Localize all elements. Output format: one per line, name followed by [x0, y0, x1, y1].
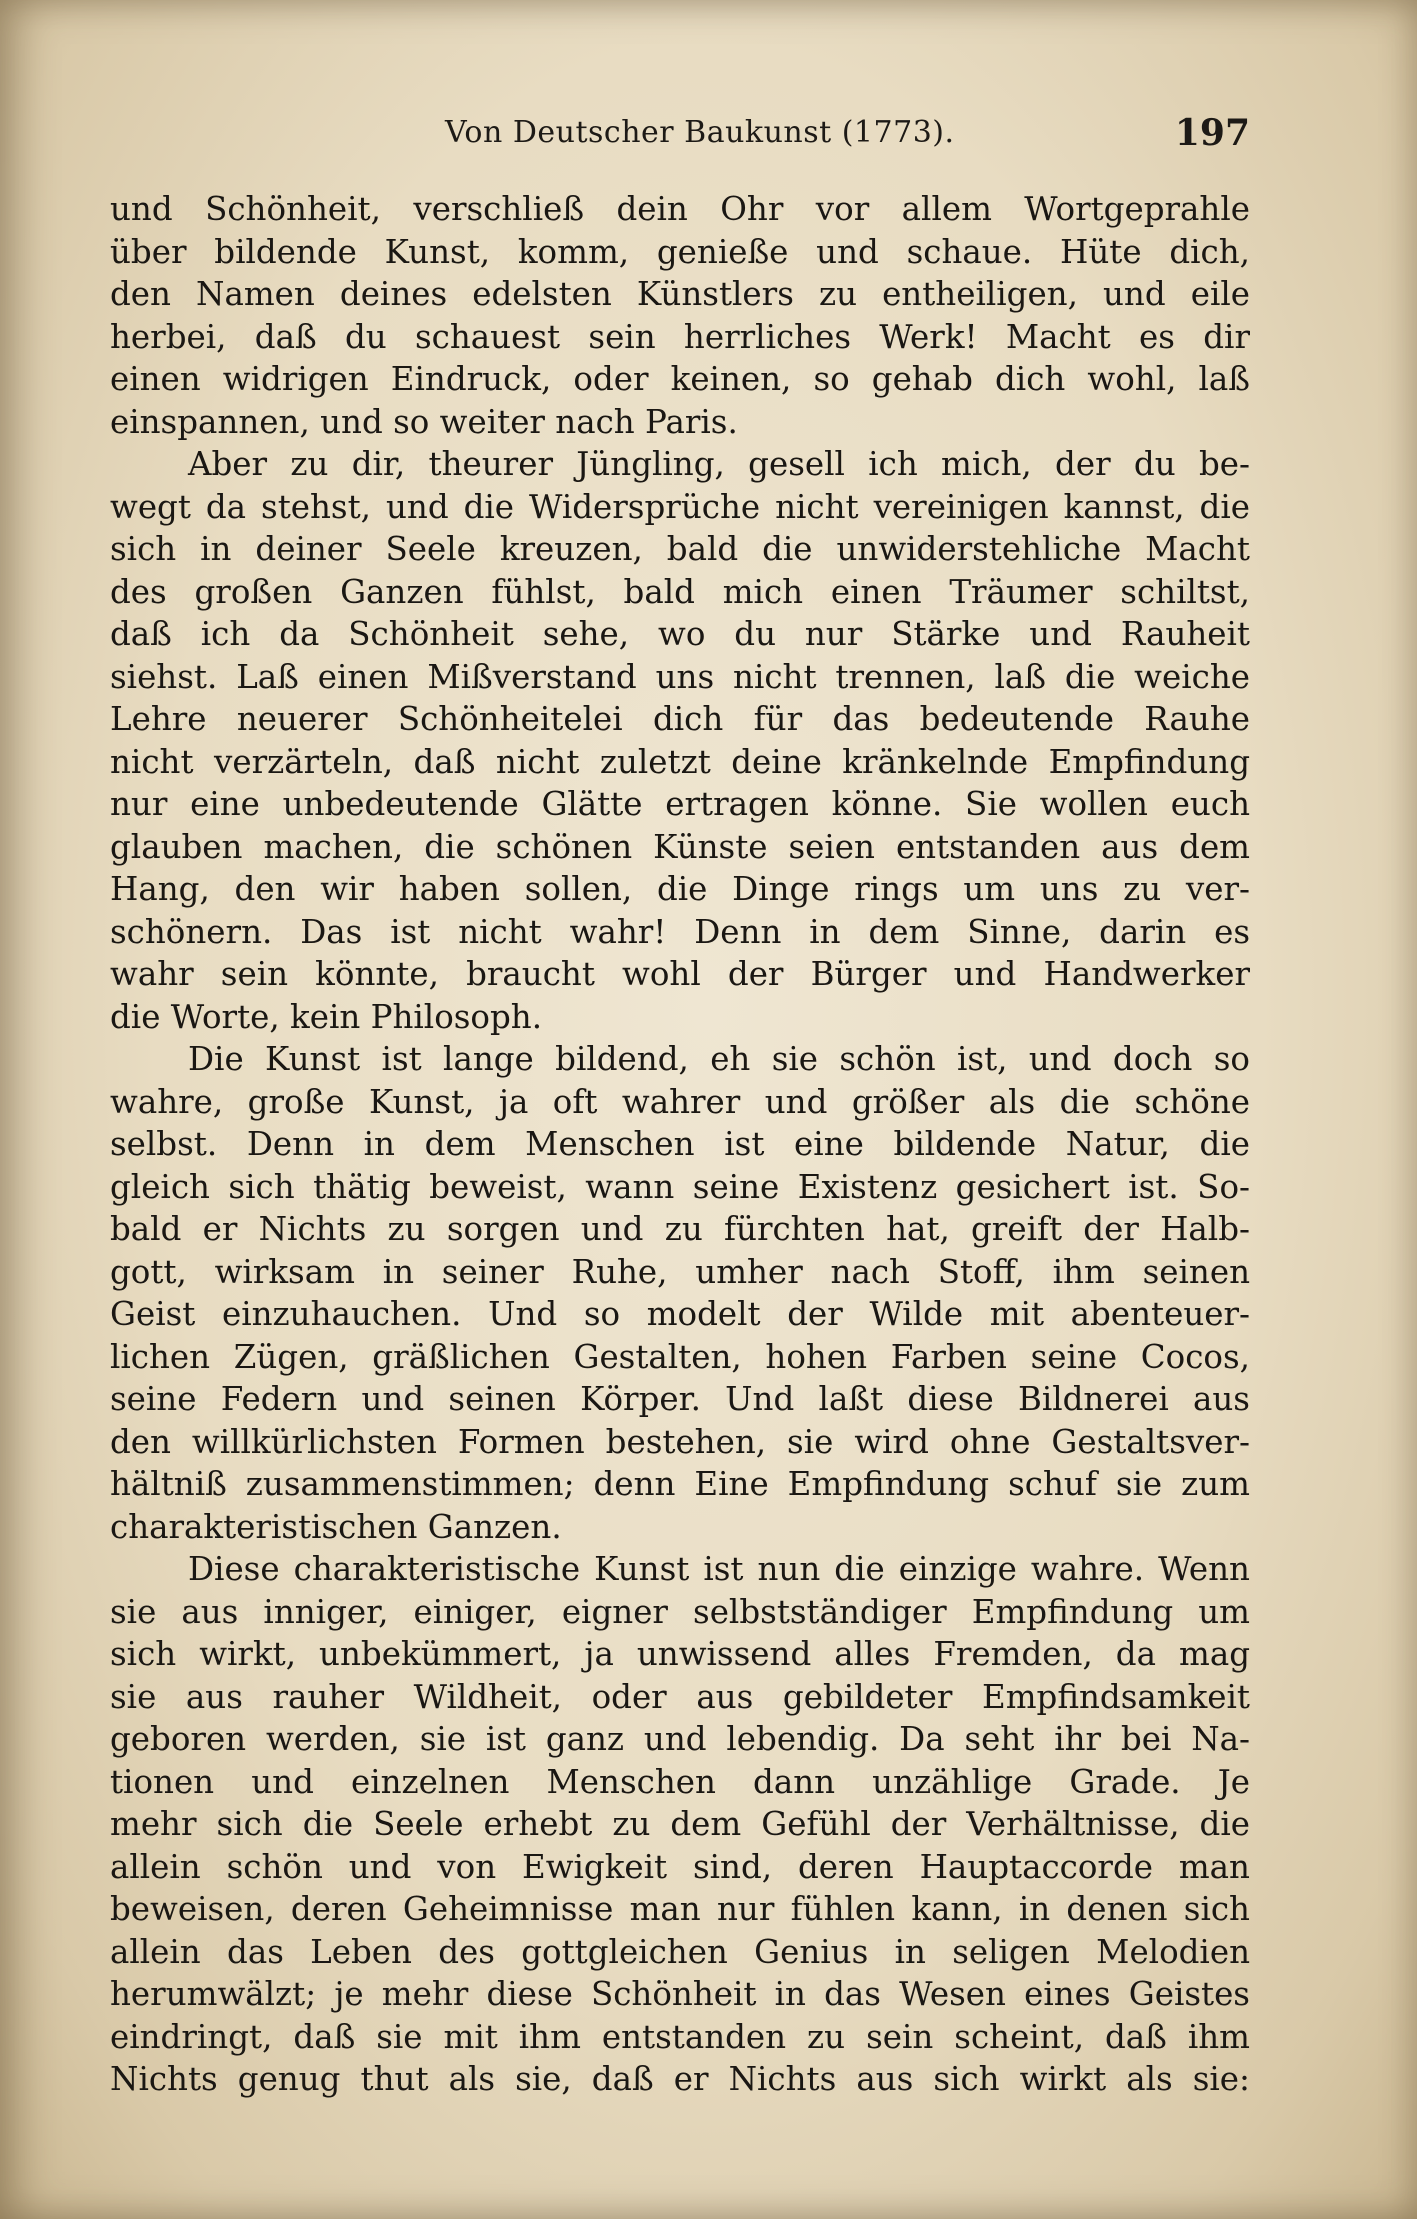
running-title: Von Deutscher Baukunst (1773).	[445, 115, 955, 150]
text-line: sie aus rauher Wildheit, oder aus gebildeter Empfindsamkeit	[110, 1677, 1250, 1716]
text-line: nur eine unbedeutende Glätte ertragen könne. Sie wollen euch	[110, 785, 1250, 823]
text-line: Hang, den wir haben sollen, die Dinge rings um uns zu ver-	[110, 870, 1250, 908]
text-line: einen widrigen Eindruck, oder keinen, so gehab dich wohl, laß	[110, 360, 1250, 398]
text-line: tionen und einzelnen Menschen dann unzählige Grade. Je	[110, 1762, 1250, 1801]
text-line: gleich sich thätig beweist, wann seine Existenz gesichert ist. So-	[110, 1167, 1250, 1206]
text-line: allein schön und von Ewigkeit sind, deren Hauptaccorde man	[110, 1847, 1250, 1886]
text-line: lichen Zügen, gräßlichen Gestalten, hohen Farben seine Cocos,	[110, 1337, 1250, 1376]
text-line: Lehre neuerer Schönheitelei dich für das bedeutende Rauhe	[110, 700, 1250, 738]
text-line: über bildende Kunst, komm, genieße und schaue. Hüte dich,	[110, 232, 1250, 271]
text-line: wahre, große Kunst, ja oft wahrer und größer als die schöne	[110, 1082, 1250, 1121]
text-line: herbei, daß du schauest sein herrliches Werk! Macht es dir	[110, 317, 1250, 356]
text-line: seine Federn und seinen Körper. Und laßt diese Bildnerei aus	[110, 1380, 1250, 1418]
text-line: schönern. Das ist nicht wahr! Denn in dem Sinne, darin es	[110, 912, 1250, 951]
text-line: selbst. Denn in dem Menschen ist eine bildende Natur, die	[110, 1125, 1250, 1163]
text-line: sie aus inniger, einiger, eigner selbstständiger Empfindung um	[110, 1592, 1250, 1631]
text-line: und Schönheit, verschließ dein Ohr vor allem Wortgeprahle	[110, 190, 1250, 228]
text-line: daß ich da Schönheit sehe, wo du nur Stärke und Rauheit	[110, 615, 1250, 653]
text-line: allein das Leben des gottgleichen Genius in seligen Melodien	[110, 1932, 1250, 1971]
text-line: einspannen, und so weiter nach Paris.	[110, 402, 738, 441]
text-line: den Namen deines edelsten Künstlers zu entheiligen, und eile	[110, 275, 1250, 313]
text-line: Diese charakteristische Kunst ist nun die einzige wahre. Wenn	[188, 1550, 1250, 1588]
text-line: die Worte, kein Philosoph.	[110, 997, 543, 1036]
text-line: beweisen, deren Geheimnisse man nur fühlen kann, in denen sich	[110, 1890, 1250, 1928]
text-line: gott, wirksam in seiner Ruhe, umher nach Stoff, ihm seinen	[110, 1252, 1250, 1291]
text-line: den willkürlichsten Formen bestehen, sie wird ohne Gestaltsver-	[110, 1422, 1250, 1461]
text-line: des großen Ganzen fühlst, bald mich einen Träumer schiltst,	[110, 572, 1250, 611]
text-line: Die Kunst ist lange bildend, eh sie schön ist, und doch so	[188, 1040, 1250, 1078]
text-line: mehr sich die Seele erhebt zu dem Gefühl der Verhältnisse, die	[110, 1805, 1250, 1843]
text-line: bald er Nichts zu sorgen und zu fürchten hat, greift der Halb-	[110, 1210, 1250, 1248]
text-line: sich wirkt, unbekümmert, ja unwissend alles Fremden, da mag	[110, 1635, 1250, 1673]
text-line: hältniß zusammenstimmen; denn Eine Empfindung schuf sie zum	[110, 1465, 1250, 1503]
text-line: Geist einzuhauchen. Und so modelt der Wilde mit abenteuer-	[110, 1295, 1250, 1333]
text-line: herumwälzt; je mehr diese Schönheit in das Wesen eines Geistes	[110, 1975, 1250, 2013]
running-head	[110, 108, 1250, 158]
text-line: Aber zu dir, theurer Jüngling, gesell ich mich, der du be-	[188, 445, 1250, 483]
text-line: eindringt, daß sie mit ihm entstanden zu sein scheint, daß ihm	[110, 2017, 1250, 2056]
body-text	[110, 188, 1250, 2101]
text-line: nicht verzärteln, daß nicht zuletzt deine kränkelnde Empfindung	[110, 742, 1250, 781]
text-line: sich in deiner Seele kreuzen, bald die unwiderstehliche Macht	[110, 530, 1250, 568]
text-line: siehst. Laß einen Mißverstand uns nicht trennen, laß die weiche	[110, 657, 1250, 696]
text-line: charakteristischen Ganzen.	[110, 1507, 562, 1546]
text-line: wegt da stehst, und die Widersprüche nicht vereinigen kannst, die	[110, 487, 1250, 526]
text-line: geboren werden, sie ist ganz und lebendig. Da seht ihr bei Na-	[110, 1720, 1250, 1758]
page-number: 197	[1174, 112, 1250, 154]
text-line: Nichts genug thut als sie, daß er Nichts aus sich wirkt als sie:	[110, 2060, 1250, 2098]
text-line: glauben machen, die schönen Künste seien entstanden aus dem	[110, 827, 1250, 866]
text-line: wahr sein könnte, braucht wohl der Bürger und Handwerker	[110, 955, 1250, 993]
